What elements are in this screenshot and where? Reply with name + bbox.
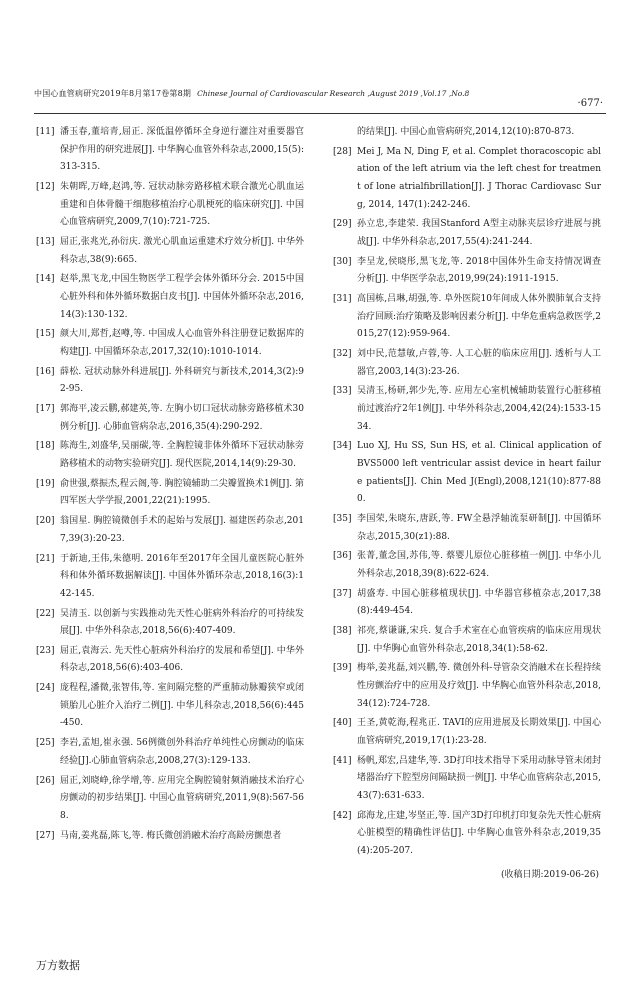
reference-item <box>333 383 601 436</box>
reference-number: [23] <box>36 645 55 656</box>
reference-item <box>333 753 601 806</box>
reference-item <box>36 606 304 641</box>
reference-number: [17] <box>36 404 55 415</box>
reference-item <box>36 401 304 436</box>
reference-item <box>36 735 304 770</box>
reference-number: [40] <box>333 718 352 729</box>
reference-item <box>333 144 601 214</box>
received-date: (收稿日期:2019-06-26) <box>501 869 599 880</box>
reference-number: [19] <box>36 478 55 489</box>
reference-text: 颜大川,郑哲,赵噂,等. 中国成人心血管外科注册登记数据库的构建[J]. 中国循环杂志,2017,32(10):1010-1014. <box>60 329 304 357</box>
reference-item <box>333 254 601 289</box>
reference-text: 梅举,姜兆磊,刘兴鹏,等. 微创外科-导管杂交消融术在长程持续性房颤治疗中的应用及疗效[J]. 中华胸心血管外科杂志,2018,34(12):724-728. <box>357 663 601 709</box>
reference-item <box>36 773 304 826</box>
reference-item <box>333 511 601 546</box>
reference-number: [13] <box>36 236 55 247</box>
reference-text: 李呈龙,侯晓彤,黑飞龙,等. 2018中国体外生命支持情况调查分析[J]. 中华医学杂志,2019,99(24):1911-1915. <box>357 256 601 285</box>
reference-text: 刘中民,范慧敏,卢蓉,等. 人工心脏的临床应用[J]. 透析与人工器官,2003,14(3):23-26. <box>357 349 601 377</box>
watermark-footer: 万方数据 <box>36 959 80 972</box>
reference-item <box>36 438 304 473</box>
reference-text: 薛松. 冠状动脉外科进展[J]. 外科研究与新技术,2014,3(2):92-95. <box>60 366 304 395</box>
reference-text: 俞世强,蔡振杰,程云阁,等. 胸腔镜辅助二尖瓣置换术1例[J]. 第四军医大学学报,2001,22(21):1995. <box>60 478 304 507</box>
reference-number: [26] <box>36 775 55 786</box>
reference-number: [35] <box>333 513 352 524</box>
header-rule <box>34 113 606 114</box>
reference-number: [21] <box>36 553 55 564</box>
reference-text: 朱朝晖,万峰,赵鸿,等. 冠状动脉旁路移植术联合激光心肌血运重建和自体骨髓干细胞移植治疗心肌梗死的临床研究[J]. 中国心血管病研究,2009,7(10):721-725. <box>60 181 304 228</box>
reference-number: [28] <box>333 146 352 157</box>
reference-number: [22] <box>36 608 55 619</box>
reference-text: 吴清玉,杨研,郭少先,等. 应用左心室机械辅助装置行心脏移植前过渡治疗2年1例[J]. 中华外科杂志,2004,42(24):1533-1534. <box>357 386 601 432</box>
reference-number: [42] <box>333 810 352 821</box>
reference-text: 陈海生,刘盛华,吴丽碳,等. 全胸腔镜非体外循环下冠状动脉旁路移植术的动物实验研究[J]. 现代医院,2014,14(9):29-30. <box>60 441 304 469</box>
reference-number: [18] <box>36 441 55 452</box>
reference-item <box>36 124 304 177</box>
reference-text: 王圣,黄乾海,程兆正. TAVI的应用进展及长期效果[J]. 中国心血管病研究,2019,17(1):23-28. <box>357 718 601 747</box>
reference-item <box>36 476 304 511</box>
reference-number: [39] <box>333 663 352 674</box>
reference-text: 庞程程,潘微,张智伟,等. 室间隔完整的严重肺动脉瓣狭窄或闭锁胎儿心脏介入治疗二例[J]. 中华儿科杂志,2018,56(6):445-450. <box>60 683 304 729</box>
reference-number: [15] <box>36 329 55 340</box>
reference-number: [30] <box>333 256 352 267</box>
reference-number: [20] <box>36 516 55 527</box>
reference-number: [29] <box>333 219 352 230</box>
reference-number: [16] <box>36 366 55 377</box>
reference-number: [31] <box>333 294 352 305</box>
reference-item <box>333 438 601 508</box>
reference-item <box>333 715 601 750</box>
reference-number: [24] <box>36 683 55 694</box>
reference-text: 屈正,刘晓峥,徐学增,等. 应用完全胸腔镜射频消融技术治疗心房颤动的初步结果[J]. 中国心血管病研究,2011,9(8):567-568. <box>60 775 304 821</box>
reference-item <box>36 828 304 846</box>
reference-item <box>333 660 601 713</box>
reference-number: [11] <box>36 127 55 137</box>
reference-number: [41] <box>333 755 352 766</box>
reference-number: [37] <box>333 588 352 599</box>
reference-number: [34] <box>333 441 352 452</box>
journal-title-cn: 中国心血管病研究2019年8月第17卷第8期 <box>34 89 192 98</box>
reference-text: 翁国星. 胸腔镜微创手术的起始与发展[J]. 福建医药杂志,2017,39(3):20-23. <box>60 516 304 544</box>
running-header <box>34 88 606 100</box>
page-number: ·677· <box>577 98 603 109</box>
reference-item <box>36 271 304 324</box>
journal-title-en: Chinese Journal of Cardiovascular Research ,August 2019 ,Vol.17 ,No.8 <box>197 89 470 98</box>
reference-item <box>36 326 304 361</box>
reference-item <box>36 234 304 269</box>
reference-item <box>36 643 304 678</box>
reference-text: 屈正,袁海云. 先天性心脏病外科治疗的发展和希望[J]. 中华外科杂志,2018,56(6):403-406. <box>60 645 304 674</box>
reference-text: 孙立忠,李建荣. 我国Stanford A型主动脉夹层诊疗进展与挑战[J]. 中华外科杂志,2017,55(4):241-244. <box>357 219 601 247</box>
reference-item <box>333 346 601 381</box>
reference-text: 祁亮,蔡谦谦,宋兵. 复合手术室在心血管疾病的临床应用现状[J]. 中华胸心血管外科杂志,2018,34(1):58-62. <box>357 626 601 654</box>
reference-text: 马南,姜兆磊,陈飞,等. 梅氏微创消融术治疗高龄房颤患者 <box>60 830 282 841</box>
reference-item <box>36 513 304 548</box>
reference-item <box>333 623 601 658</box>
reference-item <box>333 124 601 142</box>
reference-text: 于新迪,王伟,朱德明. 2016年至2017年全国儿童医院心脏外科和体外循环数据解读[J]. 中国体外循环杂志,2018,16(3):142-145. <box>60 553 304 599</box>
references-left-column <box>36 124 304 847</box>
reference-text: 吴清玉. 以创新与实践推动先天性心脏病外科治疗的可持续发展[J]. 中华外科杂志,2018,56(6):407-409. <box>60 608 304 637</box>
reference-item <box>333 586 601 621</box>
reference-item <box>36 680 304 733</box>
reference-number: [27] <box>36 830 55 841</box>
reference-number: [12] <box>36 181 55 192</box>
reference-number: [25] <box>36 738 55 749</box>
reference-number: [14] <box>36 274 55 285</box>
reference-text: 胡盛寿. 中国心脏移植现状[J]. 中华器官移植杂志,2017,38(8):449-454. <box>357 588 601 617</box>
reference-text: 的结果[J]. 中国心血管病研究,2014,12(10):870-873. <box>357 127 575 137</box>
reference-text: 李岩,孟旭,崔永强. 56例微创外科治疗单纯性心房颤动的临床经验[J].心肺血管病杂志,2008,27(3):129-133. <box>60 738 304 766</box>
reference-item <box>36 179 304 232</box>
reference-item <box>333 291 601 344</box>
reference-text: 李国荣,朱晓东,唐跃,等. FW全悬浮轴流泵研制[J]. 中国循环杂志,2015,30(z1):88. <box>357 513 601 542</box>
reference-item <box>36 551 304 604</box>
reference-item <box>36 364 304 399</box>
reference-item <box>333 548 601 583</box>
reference-text: Mei J, Ma N, Ding F, et al. Complet thoracoscopic ablation of the left atrium via the left chest for treatment of lone atrialfibrillation[J]. J Thorac Cardiovasc Surg, 2014, 147(1):242-246. <box>357 146 601 210</box>
reference-text: 郭海平,凌云鹏,郝建英,等. 左胸小切口冠状动脉旁路移植术30例分析[J]. 心肺血管病杂志,2016,35(4):290-292. <box>60 404 304 432</box>
reference-number: [38] <box>333 626 352 637</box>
reference-text: 屈正,张兆光,孙衍庆. 激光心肌血运重建术疗效分析[J]. 中华外科杂志,38(9):665. <box>60 236 304 265</box>
reference-number: [32] <box>333 349 352 360</box>
reference-text: 潘玉春,董培青,屈正. 深低温停循环全身逆行灌注对重要器官保护作用的研究进展[J]. 中华胸心血管外科杂志,2000,15(5):313-315. <box>60 127 304 173</box>
references-right-column <box>333 124 601 884</box>
reference-text: 张菁,董念国,苏伟,等. 蔡婴儿原位心脏移植一例[J]. 中华小儿外科杂志,2018,39(8):622-624. <box>357 551 601 579</box>
reference-item <box>333 216 601 251</box>
reference-text: 赵举,黑飞龙,中国生物医学工程学会体外循环分会. 2015中国心脏外科和体外循环数据白皮书[J]. 中国体外循环杂志,2016,14(3):130-132. <box>60 274 304 320</box>
reference-text: Luo XJ, Hu SS, Sun HS, et al. Clinical application of BVS5000 left ventricular assist device in heart failure patients[J]. Chin Med J(Engl),2008,121(10):877-880. <box>357 441 601 505</box>
reference-text: 邱海龙,庄建,岑坚正,等. 国产3D打印机打印复杂先天性心脏病心脏模型的精确性评估[J]. 中华胸心血管外科杂志,2019,35(4):205-207. <box>357 810 601 856</box>
reference-number: [36] <box>333 551 352 562</box>
reference-item <box>333 808 601 861</box>
reference-number: [33] <box>333 386 352 397</box>
reference-text: 杨帆,郑宏,吕建华,等. 3D打印技术指导下采用动脉导管未闭封堵器治疗下腔型房间隔缺损一例[J]. 中华心血管病杂志,2015,43(7):631-633. <box>357 755 601 801</box>
reference-text: 高国栋,吕琳,胡强,等. 阜外医院10年间成人体外膜肺氧合支持治疗回顾:治疗策略及影响因素分析[J]. 中华危重病急救医学,2015,27(12):959-964. <box>357 294 601 340</box>
